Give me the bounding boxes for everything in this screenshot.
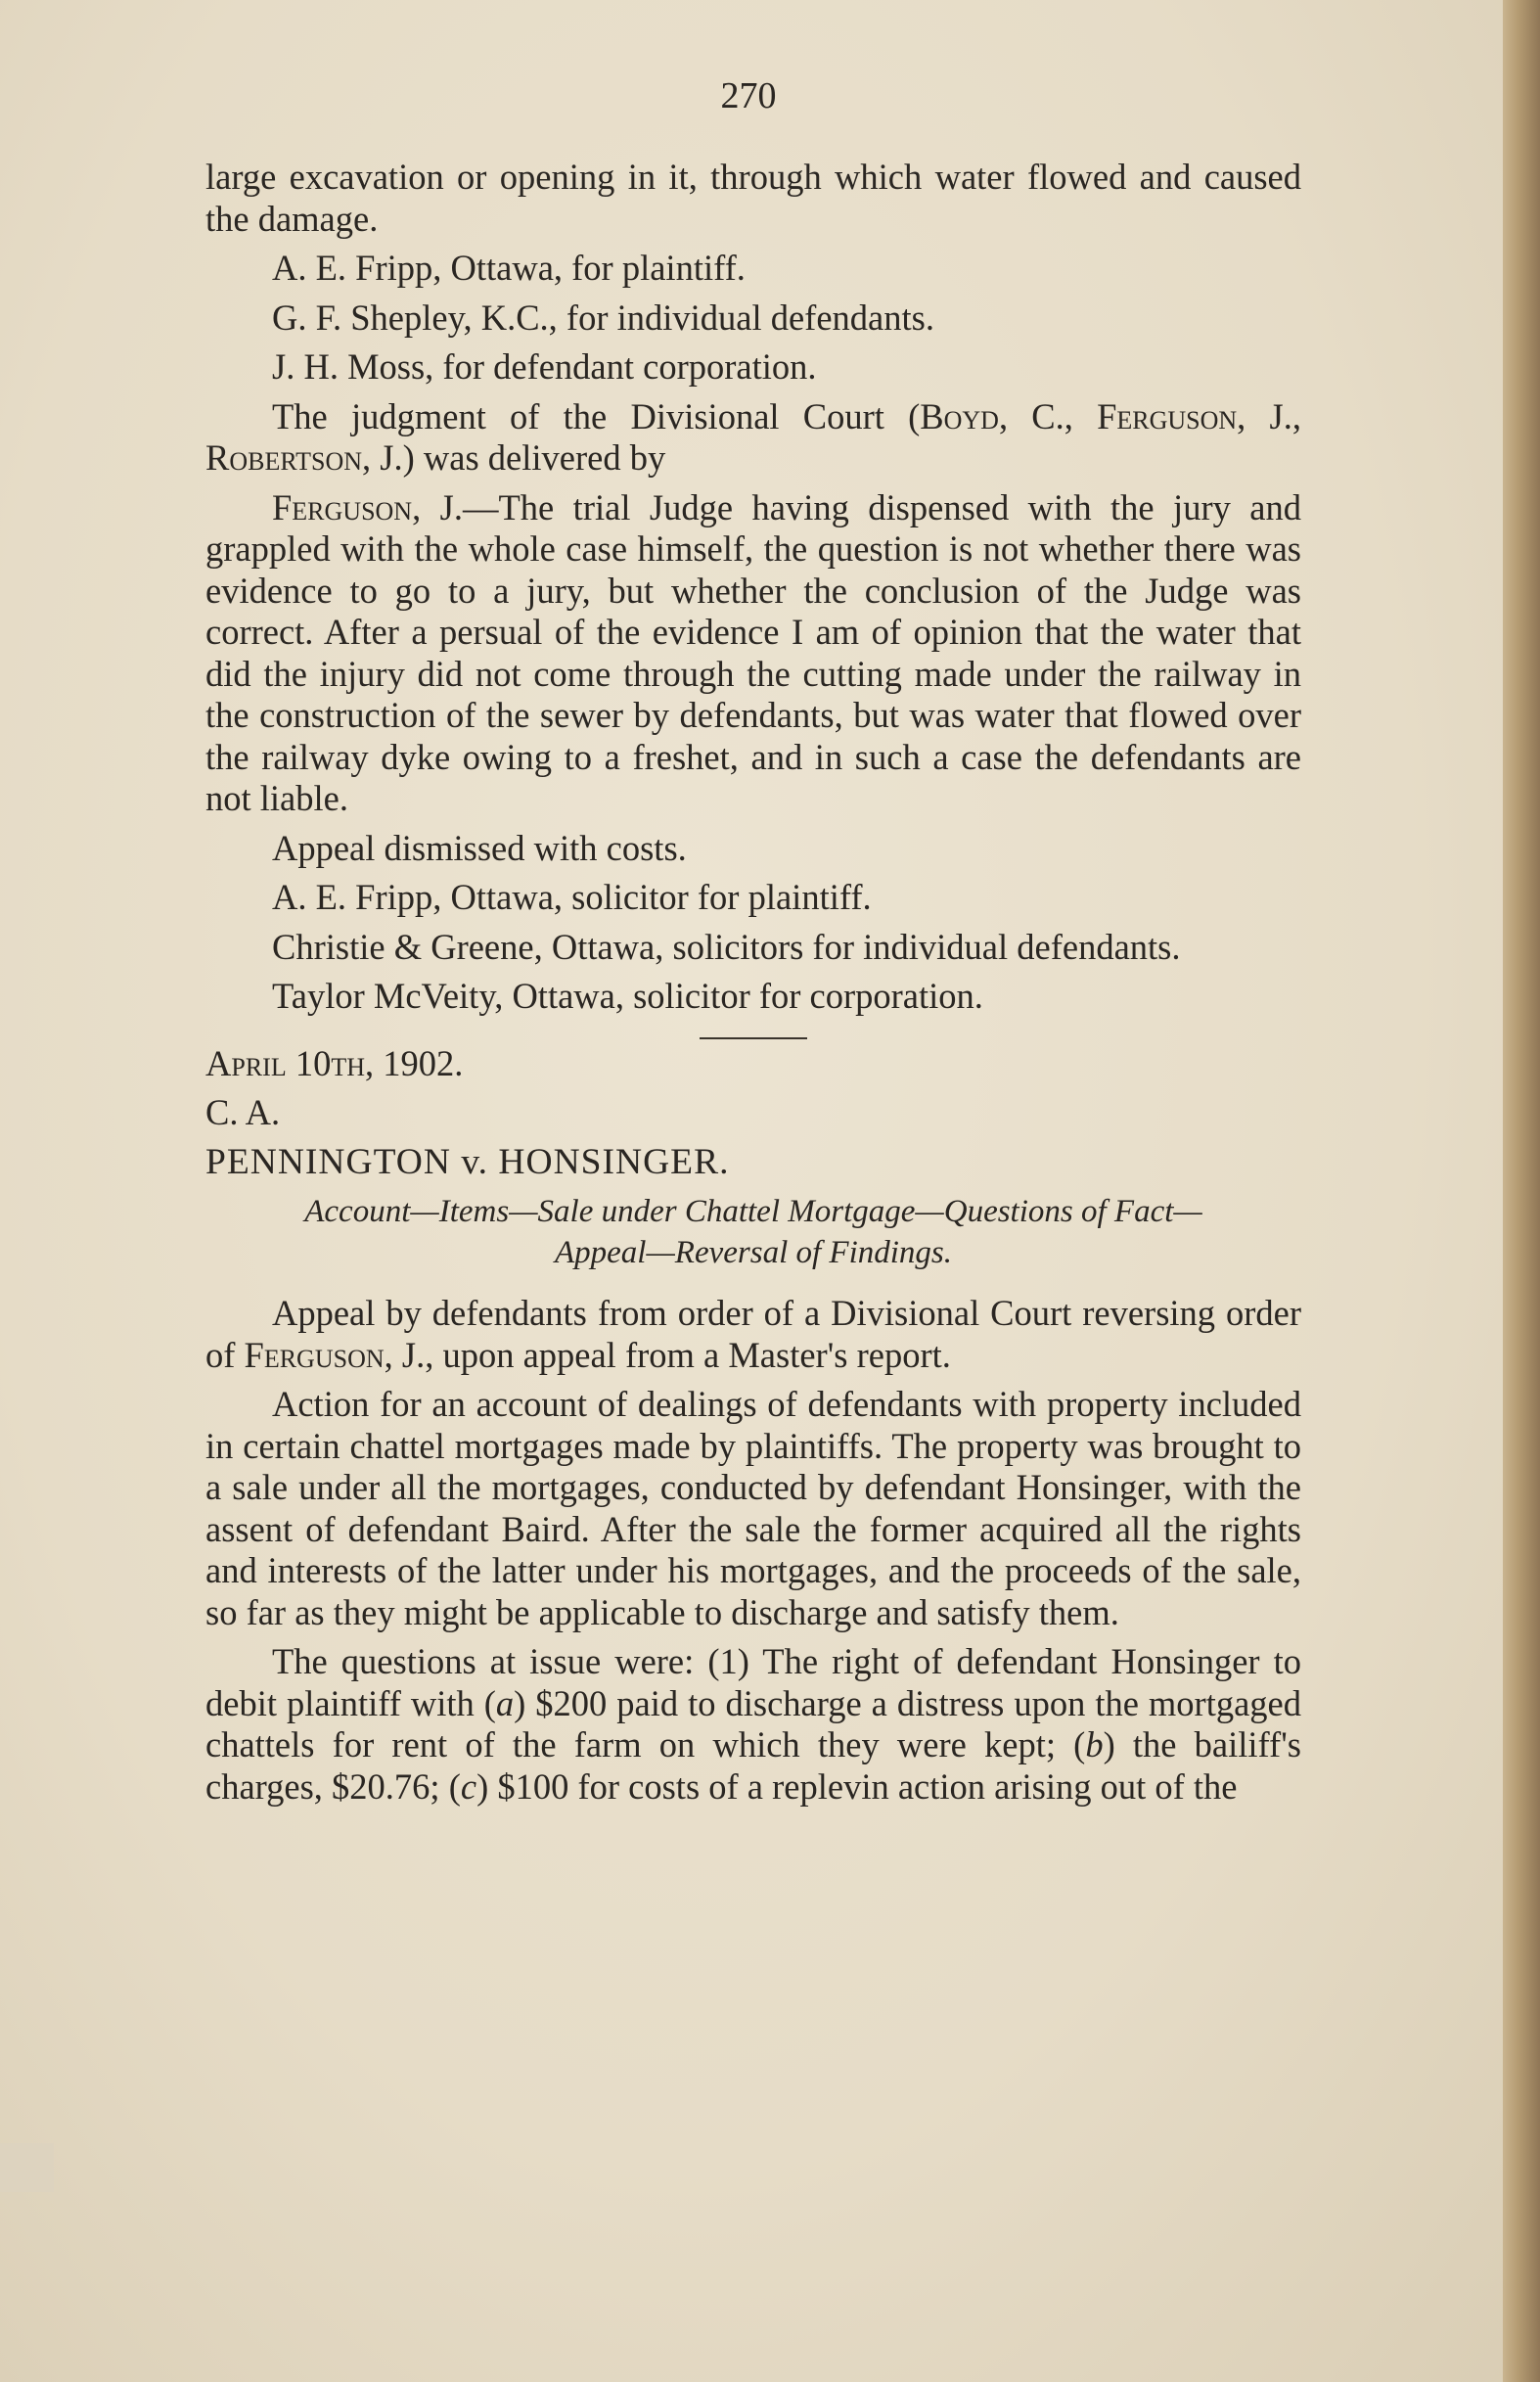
judgment-intro-text: , J., (1237, 395, 1301, 436)
headnote-line: Account—Items—Sale under Chattel Mortgage—Questions of Fact— (304, 1194, 1202, 1229)
judgment-intro-text: , J.) was delivered by (362, 437, 666, 478)
court-label: C. A. (205, 1092, 281, 1132)
opening-paragraph: large excavation or opening in it, through which water flowed and caused the damage. (205, 157, 1301, 239)
judge-name: Robertson (205, 437, 363, 478)
judgment-intro (205, 396, 1301, 480)
counsel-line: G. F. Shepley, K.C., for individual defendants. (272, 297, 934, 338)
case-title: PENNINGTON v. HONSINGER. (205, 1141, 730, 1182)
opinion-paragraph (205, 487, 1301, 820)
questions-text: The questions at issue were: (1) The right of defendant Honsinger to debit plaintiff with ( (205, 1641, 1301, 1723)
judge-name: Ferguson (244, 1334, 385, 1375)
judgment-intro-text: , C., (998, 395, 1098, 436)
counsel-line: A. E. Fripp, Ottawa, for plaintiff. (272, 248, 746, 288)
judge-name: Boyd (920, 395, 999, 436)
judge-name: Ferguson (1097, 395, 1238, 436)
solicitor-line: Taylor McVeity, Ottawa, solicitor for corporation. (272, 976, 983, 1016)
page-tab-mark (0, 2143, 54, 2192)
judge-name: Ferguson (272, 486, 413, 527)
item-letter: a (495, 1682, 515, 1723)
questions-text: ) $200 paid to discharge a distress upon the mortgaged chattels for rent of the farm on which they were kept; ( (205, 1682, 1301, 1764)
opinion-text: , J.—The trial Judge having dispensed with the jury and grappled with the whole case himself, the question is not whether there was evidence to go to a jury, but whether the conclusion of the Judge was correct. After a persual of the evidence I am of opinion that the water that did the injury did not come through the cutting made under the railway in the construction of the sewer by defendants, but was water that flowed over the railway dyke owing to a freshet, and in such a case the defendants are not liable. (205, 486, 1301, 818)
judgment-intro-text: The judgment of the Divisional Court ( (272, 395, 921, 436)
body-text (205, 157, 1301, 1815)
questions-text: ) the bailiff's charges, $20.76; ( (205, 1724, 1301, 1807)
headnote-line: Appeal—Reversal of Findings. (554, 1235, 953, 1270)
solicitor-line: Christie & Greene, Ottawa, solicitors for individual defendants. (272, 926, 1181, 967)
solicitor-line: A. E. Fripp, Ottawa, solicitor for plaintiff. (272, 877, 872, 917)
decision-date: April 10th, 1902. (205, 1042, 464, 1083)
counsel-line: J. H. Moss, for defendant corporation. (272, 346, 817, 387)
section-divider (700, 1037, 807, 1039)
appeal-paragraph (205, 1293, 1301, 1376)
questions-paragraph (205, 1641, 1301, 1808)
disposition: Appeal dismissed with costs. (272, 827, 687, 868)
appeal-text: Appeal by defendants from order of a Divisional Court reversing order of (205, 1293, 1301, 1375)
headnote (205, 1191, 1301, 1273)
page-edge (1503, 0, 1540, 2382)
questions-text: ) $100 for costs of a replevin action arising out of the (476, 1765, 1238, 1807)
item-letter: c (460, 1765, 477, 1807)
action-paragraph: Action for an account of dealings of defendants with property included in certain chattel mortgages made by plaintiffs. The property was brought to a sale under all the mortgages, conducted by defendant Honsinger, with the assent of defendant Baird. After the sale the former acquired all the rights and interests of the latter under his mortgages, and the proceeds of the sale, so far as they might be applicable to discharge and satisfy them. (205, 1384, 1301, 1632)
appeal-text: , J., upon appeal from a Master's report. (384, 1334, 951, 1375)
page-number: 270 (720, 75, 777, 116)
item-letter: b (1085, 1724, 1104, 1764)
